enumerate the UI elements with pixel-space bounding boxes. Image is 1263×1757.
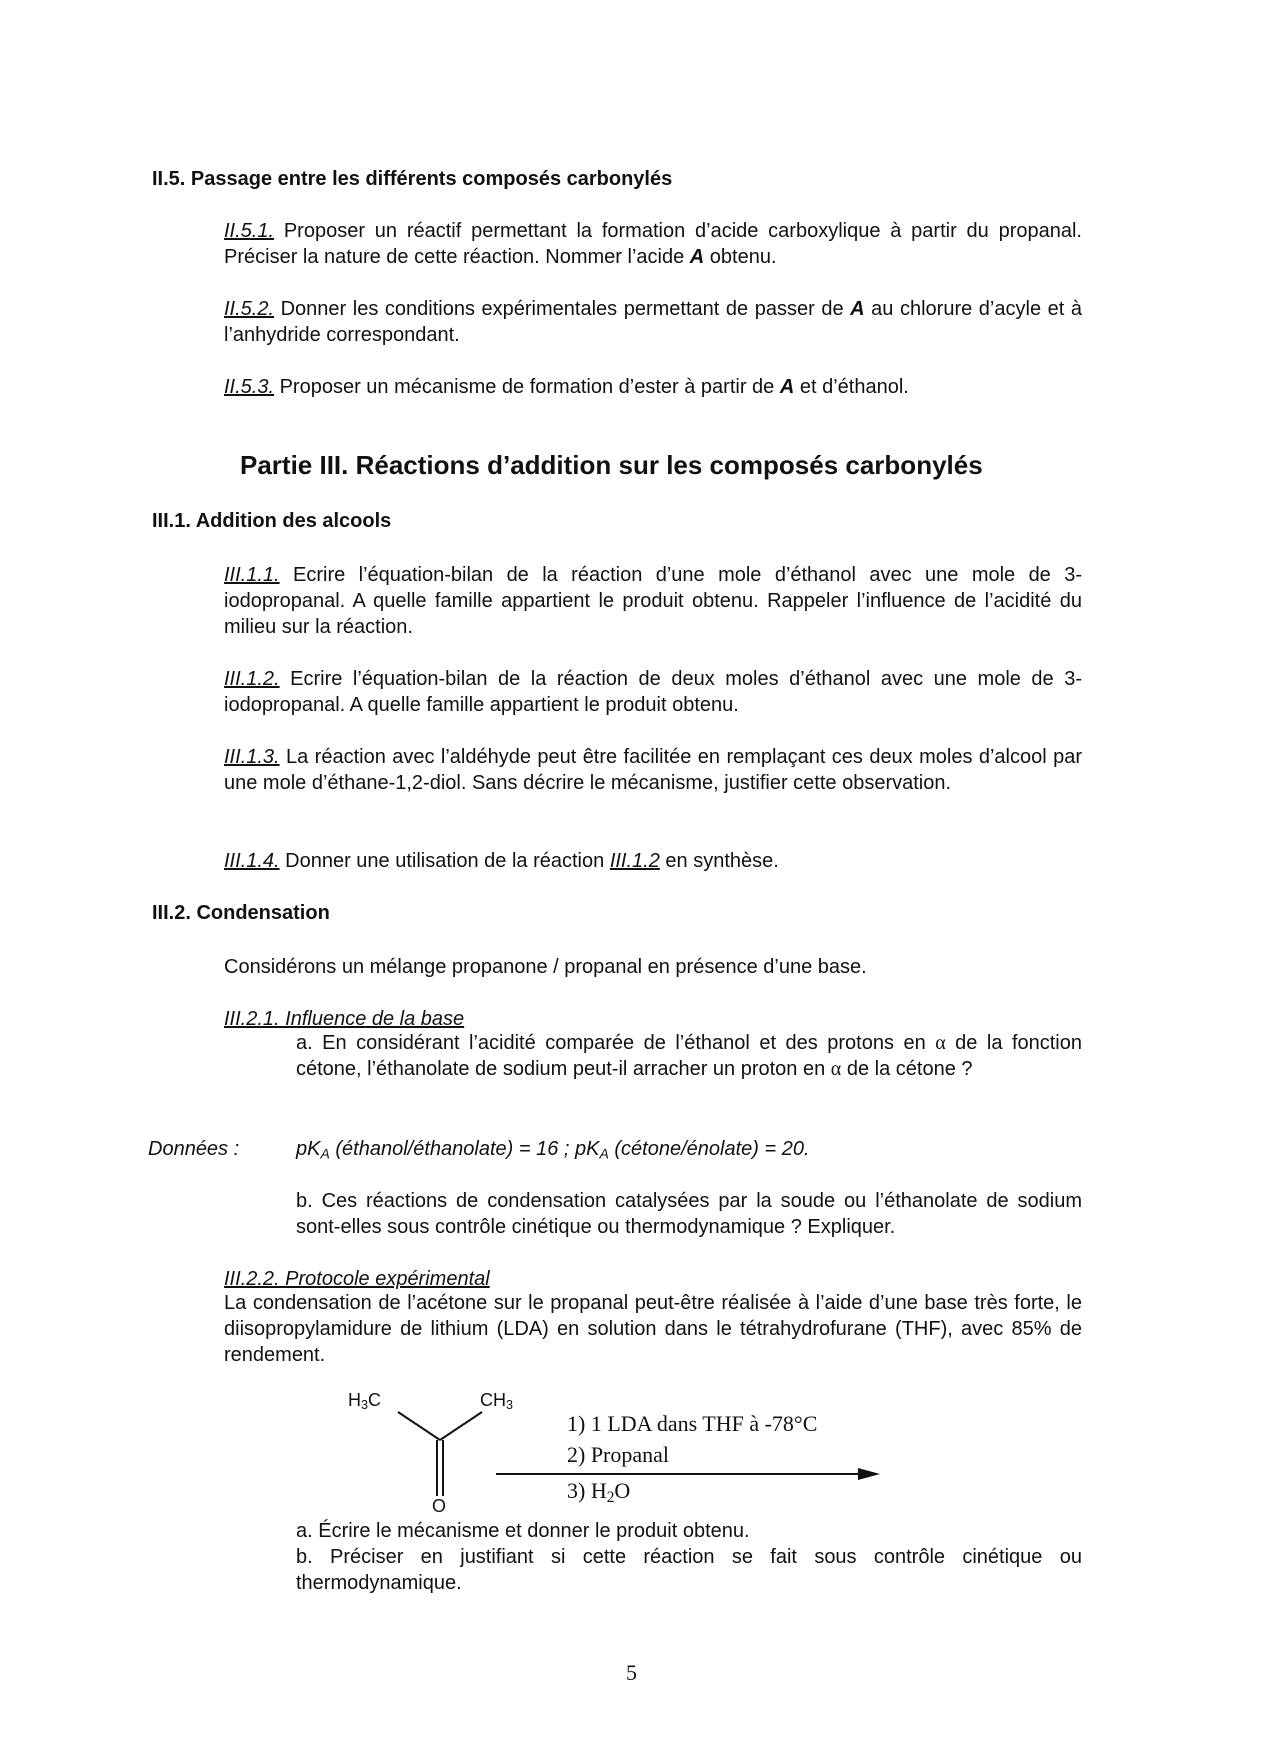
section-heading-iii1: III.1. Addition des alcools <box>152 510 392 532</box>
bond-left <box>398 1412 440 1440</box>
subsection-title-iii-2-2: III.2.2. Protocole expérimental <box>224 1268 490 1290</box>
question-number: II.5.2. <box>224 298 275 320</box>
question-iii-2-1-b: b. Ces réactions de condensation catalysées par la soude ou l’éthanolate de sodium sont-elles sous contrôle cinétique ou thermodynamique ? Expliquer. <box>296 1190 1082 1238</box>
h3c-group: $H_3C$ <box>348 1390 382 1413</box>
reaction-arrow <box>496 1466 880 1482</box>
donnees-values: $pK_A$ (éthanol/éthanolate) = 16 ; $pK_A$ (cétone/énolate) = 20. <box>296 1138 810 1162</box>
condensation-intro: Considérons un mélange propanone / propanal en présence d’une base. <box>224 956 867 978</box>
question-number: III.1.1. <box>224 564 280 586</box>
question-ii-5-3: II.5.3. Proposer un mécanisme de formation d’ester à partir de A et d’éthanol. <box>224 376 909 398</box>
alpha-symbol: α <box>935 1032 946 1054</box>
part-heading-iii: Partie III. Réactions d’addition sur les composés carbonylés <box>240 450 983 480</box>
question-iii-2-2-b: b. Préciser en justifiant si cette réaction se fait sous contrôle cinétique ou thermodynamique. <box>296 1546 1082 1594</box>
question-number: III.1.4. <box>224 850 280 872</box>
question-ii-5-1: II.5.1. Proposer un réactif permettant la formation d’acide carboxylique à partir du propanal. Préciser la nature de cette réaction. Nommer l’acide A obtenu. <box>224 220 1082 268</box>
alpha-symbol: α <box>830 1058 842 1080</box>
reaction-step-2: 2) Propanal <box>567 1442 670 1467</box>
section-heading-ii5: II.5. Passage entre les différents composés carbonylés <box>152 168 673 190</box>
reaction-step-1: 1) 1 LDA dans THF à -78°C <box>567 1411 818 1436</box>
question-number: III.1.2. <box>224 668 280 690</box>
question-iii-1-1: III.1.1. Ecrire l’équation-bilan de la réaction d’une mole d’éthanol avec une mole de 3-iodopropanal. A quelle famille appartient le produit obtenu. Rappeler l’influence de l’acidité du milieu sur la réaction. <box>224 564 1082 638</box>
subsection-title-iii-2-1: III.2.1. Influence de la base <box>224 1008 465 1030</box>
question-iii-2-1-a: a. En considérant l’acidité comparée de l’éthanol et des protons en α de la fonction cétone, l’éthanolate de sodium peut-il arracher un proton en α de la cétone ? <box>296 1032 1082 1080</box>
question-number: II.5.3. <box>224 376 275 398</box>
ch3-group: $CH_3$ <box>480 1390 514 1413</box>
question-iii-2-2-a: a. Écrire le mécanisme et donner le produit obtenu. <box>296 1520 750 1542</box>
oxygen-atom: O <box>432 1496 447 1516</box>
donnees-label: Données : <box>148 1138 240 1160</box>
question-iii-1-4: III.1.4. Donner une utilisation de la réaction III.1.2 en synthèse. <box>224 850 779 872</box>
section-heading-iii2: III.2. Condensation <box>152 902 330 924</box>
question-iii-1-3: III.1.3. La réaction avec l’aldéhyde peut être facilitée en remplaçant ces deux moles d’alcool par une mole d’éthane-1,2-diol. Sans décrire le mécanisme, justifier cette observation. <box>224 746 1082 794</box>
question-iii-1-2: III.1.2. Ecrire l’équation-bilan de la réaction de deux moles d’éthanol avec une mole de 3-iodopropanal. A quelle famille appartient le produit obtenu. <box>224 668 1082 716</box>
bond-right <box>440 1412 482 1440</box>
protocol-description: La condensation de l’acétone sur le propanal peut-être réalisée à l’aide d’une base très forte, le diisopropylamidure de lithium (LDA) en solution dans le tétrahydrofurane (THF), avec 85% de rendement. <box>224 1292 1082 1366</box>
reaction-reference: III.1.2 <box>609 850 660 872</box>
reaction-step-3: 3) $H_2O$ <box>567 1478 631 1506</box>
question-ii-5-2: II.5.2. Donner les conditions expérimentales permettant de passer de A au chlorure d’acyle et à l’anhydride correspondant. <box>224 298 1083 346</box>
question-number: III.1.3. <box>224 746 280 768</box>
question-number: II.5.1. <box>224 220 275 242</box>
page-number: 5 <box>626 1660 637 1685</box>
